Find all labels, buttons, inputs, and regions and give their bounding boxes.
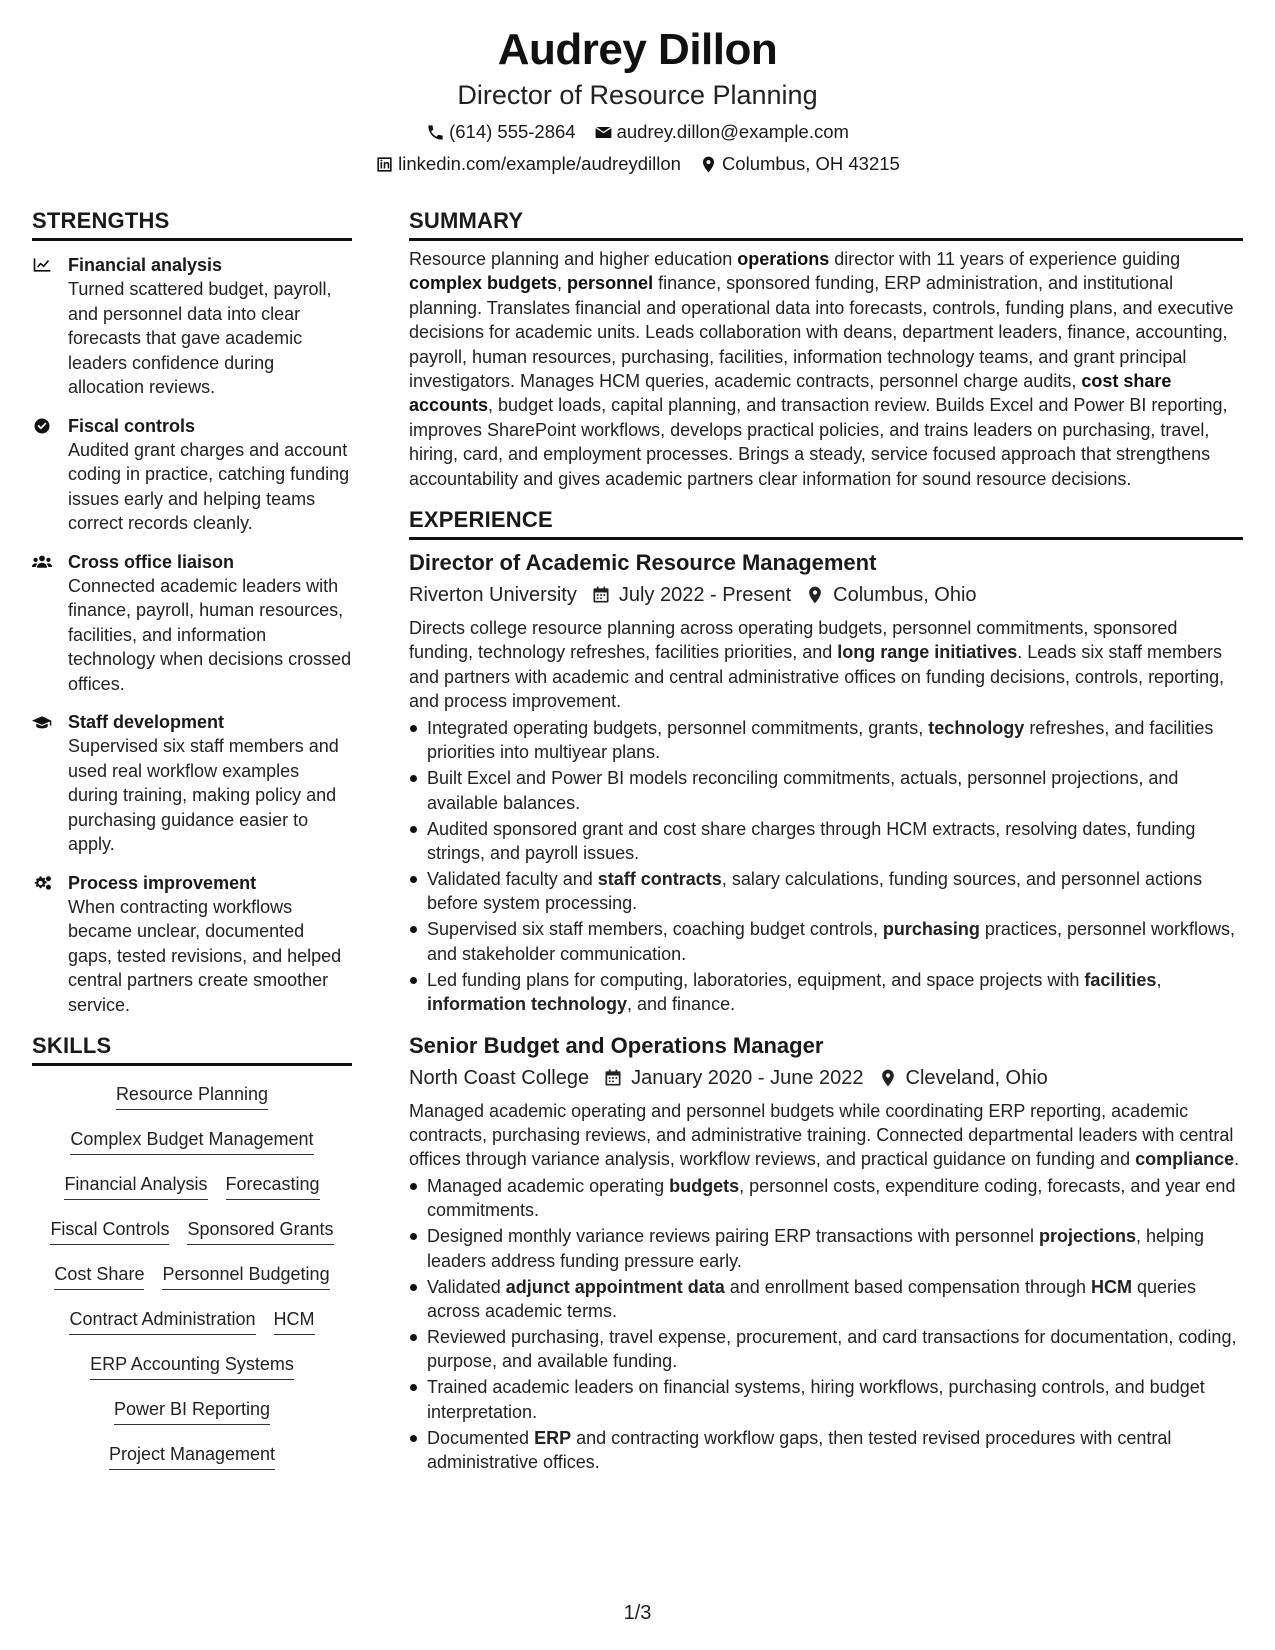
job-title: Senior Budget and Operations Manager [409,1032,824,1058]
strength-item [32,253,352,400]
job-dates: January 2020 - June 2022 [631,1066,864,1089]
emphasis-text: facilities [1084,969,1157,990]
bullet-item: Managed academic operating budgets, personnel costs, expenditure coding, forecasts, and year end commitments. [409,1174,1243,1223]
experience-section [409,505,1243,1475]
skill-row [32,1442,352,1487]
job-bullets [409,716,1243,1017]
bullet-item: Documented ERP and contracting workflow gaps, then tested revised procedures with central administrative offices. [409,1426,1243,1475]
strength-item [32,414,352,536]
location-contact [699,152,900,176]
map-pin-icon [878,1068,898,1088]
skill-tag: Contract Administration [69,1307,255,1335]
job-dates: July 2022 - Present [618,584,792,607]
strengths-heading: STRENGTHS [32,206,352,241]
emphasis-text: HCM [1091,1276,1132,1297]
left-column [32,206,352,1487]
map-pin-icon [805,585,825,605]
email-contact[interactable] [594,120,849,144]
emphasis-text: ERP [534,1427,572,1448]
skill-tag: Sponsored Grants [187,1217,333,1245]
skill-row [32,1127,352,1172]
strength-item [32,710,352,857]
strength-item [32,550,352,697]
strength-description: Connected academic leaders with finance, payroll, human resources, facilities, and information technology when decisions crossed offices. [68,575,352,694]
emphasis-text: staff contracts [597,868,722,889]
envelope-icon [594,123,613,142]
emphasis-text: technology [928,717,1025,738]
summary-heading: SUMMARY [409,206,1243,241]
emphasis-text: projections [1038,1226,1136,1247]
contact-line-1 [0,120,1275,144]
experience-heading: EXPERIENCE [409,505,1243,540]
bullet-item: Audited sponsored grant and cost share charges through HCM extracts, resolving dates, funding strings, and payroll issues. [409,817,1243,866]
emphasis-text: budgets [669,1175,740,1196]
skills-section [32,1031,352,1487]
strengths-section [32,206,352,1017]
linkedin-contact[interactable] [375,152,681,176]
skill-row [32,1397,352,1442]
skill-tag: Resource Planning [116,1082,268,1110]
location-text: Columbus, OH 43215 [721,153,900,174]
strength-description: Supervised six staff members and used real workflow examples during training, making policy and purchasing guidance easier to apply. [68,736,339,854]
job-org: Riverton University [409,584,577,607]
job-description: Managed academic operating and personnel budgets while coordinating ERP reporting, academic contracts, purchasing reviews, and administrative training. Connected departmental leaders with central offices through variance analysis, workflow reviews, and practical guidance on funding and compliance. [409,1100,1240,1170]
page-number: 1/3 [623,1602,652,1624]
strength-title: Financial analysis [68,255,223,275]
strength-title: Process improvement [68,872,257,893]
skill-tag: Project Management [109,1442,275,1470]
strength-description: Audited grant charges and account coding in practice, catching funding issues early and helping teams correct records cleanly. [68,439,350,533]
graduation-cap-icon [32,713,52,731]
phone-text: (614) 555-2864 [449,121,576,142]
emphasis-text: compliance [1135,1149,1235,1170]
job-description: Directs college resource planning across operating budgets, personnel commitments, sponsored funding, technology refreshes, facilities priorities, and long range initiatives. Leads six staff members and partners with academic and central administrative offices on funding decisions, controls, reporting, and process improvement. [409,618,1225,712]
skill-row [32,1172,352,1217]
skill-tag: Forecasting [226,1172,320,1200]
bullet-item: Validated faculty and staff contracts, salary calculations, funding sources, and personnel actions before system processing. [409,867,1243,916]
resume-header [0,22,1275,176]
bullet-item: Led funding plans for computing, laboratories, equipment, and space projects with facilities, information technology, and finance. [409,968,1243,1017]
right-column [409,206,1243,1476]
emphasis-text: personnel [567,273,654,294]
strength-description: When contracting workflows became unclear, documented gaps, tested revisions, and helped central partners create smoother service. [68,896,342,1015]
job-org: North Coast College [409,1066,590,1089]
phone-contact [426,120,576,144]
skill-tag: Personnel Budgeting [162,1262,329,1290]
candidate-title: Director of Resource Planning [457,80,818,110]
check-circle-icon [32,417,52,435]
bullet-item: Integrated operating budgets, personnel commitments, grants, technology refreshes, and facilities priorities into multiyear plans. [409,716,1243,765]
job-location: Columbus, Ohio [833,584,977,607]
job-entry [409,548,1243,1016]
skill-row [32,1352,352,1397]
emphasis-text: adjunct appointment data [505,1276,725,1297]
skill-tag: ERP Accounting Systems [90,1352,294,1380]
job-meta [409,1063,1243,1093]
emphasis-text: complex budgets [409,273,558,294]
skill-row [32,1217,352,1262]
emphasis-text: information technology [427,994,627,1015]
skill-tag: HCM [274,1307,315,1335]
skills-heading: SKILLS [32,1031,352,1066]
skill-tag: Cost Share [54,1262,144,1290]
skill-tag: Fiscal Controls [50,1217,169,1245]
job-meta [409,580,1243,610]
job-location: Cleveland, Ohio [905,1066,1048,1089]
job-entry [409,1031,1243,1475]
summary-text: Resource planning and higher education operations director with 11 years of experience guiding complex budgets, personnel finance, sponsored funding, ERP administration, and institutional planning. Translates financial and operational data into forecasts, controls, funding plans, and executive decisions for academic units. Leads collaboration with deans, department leaders, finance, accounting, payroll, human resources, purchasing, facilities, information technology teams, and grant principal investigators. Manages HCM queries, academic contracts, personnel charge audits, cost share accounts, budget loads, capital planning, and transaction review. Builds Excel and Power BI reporting, improves SharePoint workflows, develops practical policies, and trains leaders on purchasing, travel, hiring, card, and employment processes. Brings a steady, service focused approach that strengthens accountability and gives academic partners clear information for sound resource decisions. [409,249,1234,489]
strength-title: Fiscal controls [68,415,196,436]
job-title: Director of Academic Resource Management [409,550,877,576]
calendar-icon [591,585,611,605]
bullet-item: Supervised six staff members, coaching budget controls, purchasing practices, personnel workflows, and stakeholder communication. [409,917,1243,966]
contact-line-2 [0,152,1275,176]
emphasis-text: long range initiatives [837,642,1018,663]
strength-item [32,871,352,1018]
skill-row [32,1082,352,1127]
strength-description: Turned scattered budget, payroll, and personnel data into clear forecasts that gave academic leaders confidence during allocation reviews. [68,279,332,397]
emphasis-text: purchasing [882,919,980,940]
strength-title: Staff development [68,712,225,732]
users-icon [32,553,52,571]
email-text[interactable]: audrey.dillon@example.com [616,121,849,142]
emphasis-text: operations [737,249,830,269]
map-pin-icon [699,155,718,174]
cogs-icon [32,874,52,892]
skill-tag: Financial Analysis [64,1172,207,1200]
skill-row [32,1262,352,1307]
calendar-icon [603,1068,623,1088]
bullet-item: Designed monthly variance reviews pairing ERP transactions with personnel projections, helping leaders address funding pressure early. [409,1224,1243,1273]
bullet-item: Trained academic leaders on financial systems, hiring workflows, purchasing controls, and budget interpretation. [409,1375,1243,1424]
skill-tag: Power BI Reporting [114,1397,270,1425]
bullet-item: Validated adjunct appointment data and enrollment based compensation through HCM queries across academic terms. [409,1275,1243,1324]
job-bullets [409,1174,1243,1475]
summary-section [409,206,1243,491]
strengths-list [32,253,352,1017]
candidate-name: Audrey Dillon [497,25,778,74]
strength-title: Cross office liaison [68,551,235,572]
chart-line-icon [32,256,52,274]
emphasis-text: cost share accounts [409,371,1172,416]
skill-row [32,1307,352,1352]
bullet-item: Reviewed purchasing, travel expense, procurement, and card transactions for documentation, coding, purpose, and available funding. [409,1325,1243,1374]
linkedin-text[interactable]: linkedin.com/example/audreydillon [398,153,681,174]
skills-list [32,1082,352,1487]
skill-tag: Complex Budget Management [70,1127,313,1155]
bullet-item: Built Excel and Power BI models reconciling commitments, actuals, personnel projections, and available balances. [409,766,1243,815]
phone-icon [426,123,445,142]
linkedin-icon [375,155,394,174]
